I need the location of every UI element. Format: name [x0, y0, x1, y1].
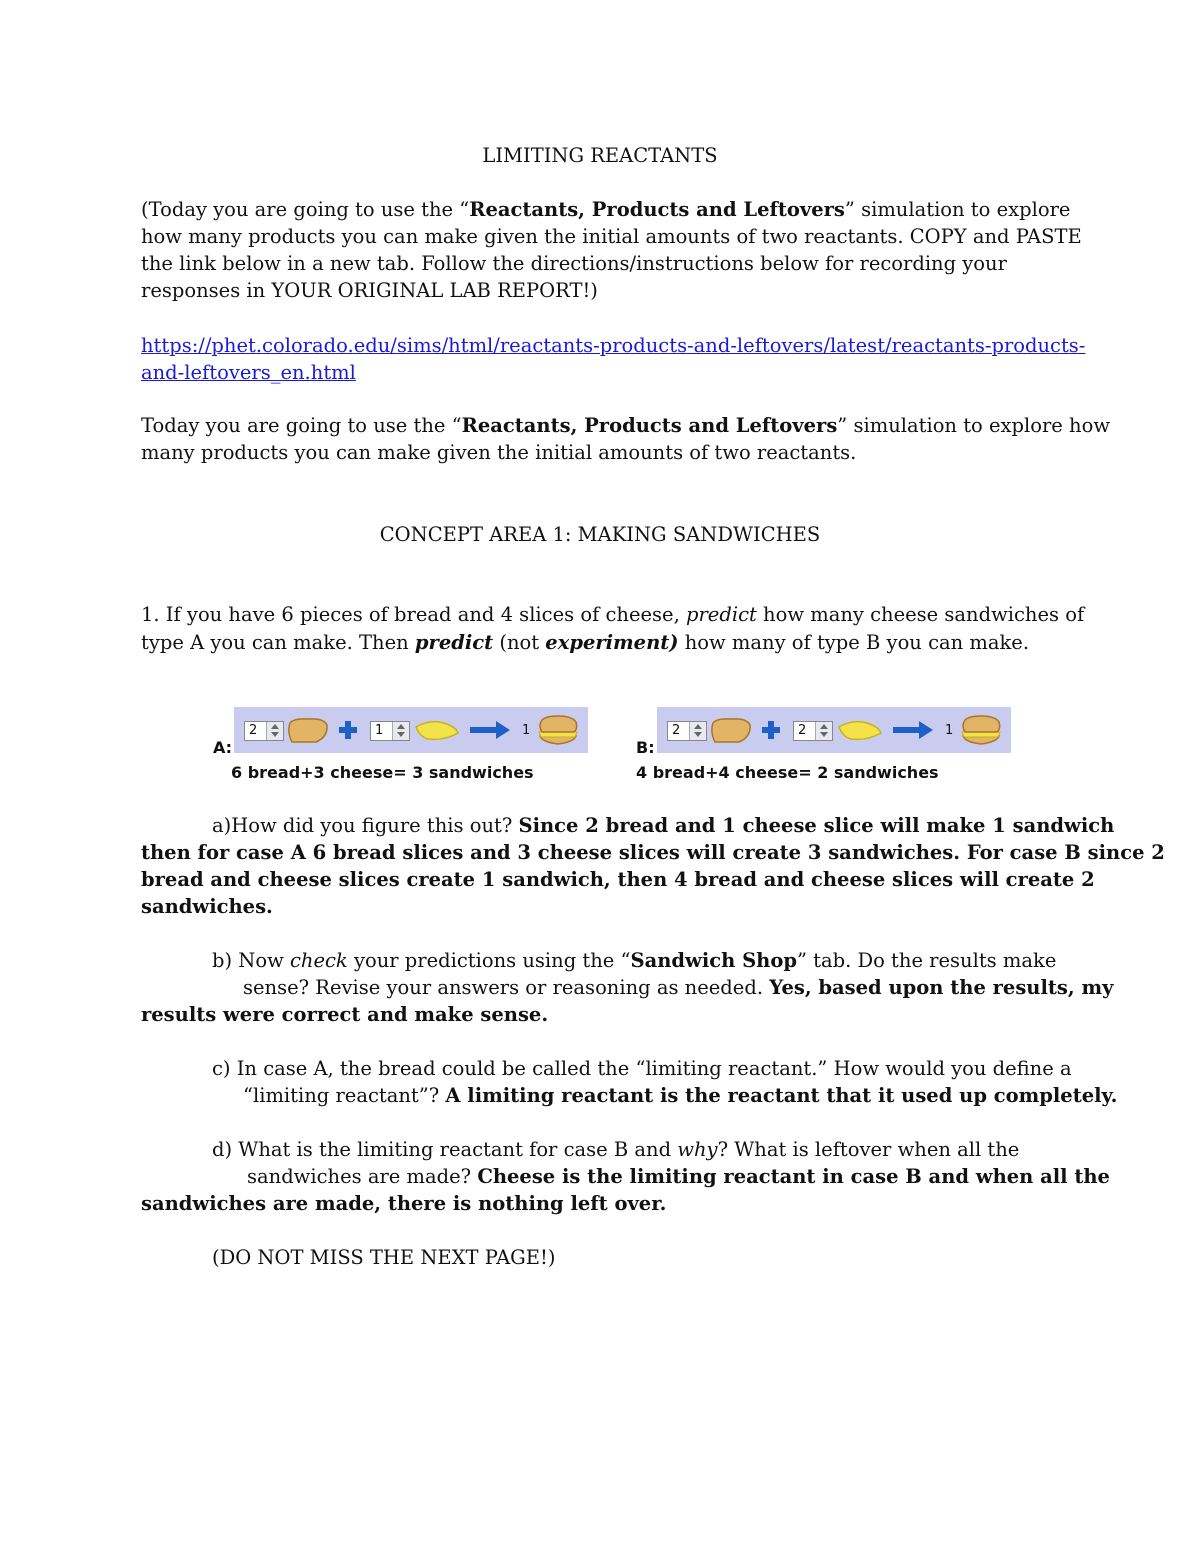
intro-text: ” simulation to explore: [844, 198, 1071, 221]
bread-icon: [709, 717, 753, 745]
arrow-right-icon: [470, 721, 510, 739]
sandwich-icon: [959, 714, 1003, 748]
product-count: 1: [522, 723, 531, 738]
q1-text: (not: [493, 631, 546, 654]
qa-answer: bread and cheese slices create 1 sandwich, then 4 bread and cheese slices will create 2: [141, 868, 1095, 891]
qd-emphasis: why: [677, 1138, 718, 1161]
intro-line: how many products you can make given the initial amounts of two reactants. COPY and PASTE: [141, 225, 1082, 248]
intro2-text: ” simulation to explore how: [837, 414, 1111, 437]
qd-answer: Cheese is the limiting reactant in case B and when all the: [477, 1165, 1110, 1188]
page-title: LIMITING REACTANTS: [482, 144, 718, 167]
qa-prompt: a)How did you figure this out?: [212, 814, 519, 837]
equation-panel-b: [657, 707, 1011, 753]
intro2-text: Today you are going to use the “: [141, 414, 462, 437]
plus-icon: [761, 720, 781, 740]
intro-line: responses in YOUR ORIGINAL LAB REPORT!): [141, 279, 598, 302]
plus-icon: [338, 720, 358, 740]
q1-text: how many of type B you can make.: [678, 631, 1030, 654]
spinner-arrows-icon[interactable]: [266, 722, 283, 740]
sandwich-icon: [536, 714, 580, 748]
bread-count: 2: [672, 723, 681, 738]
qb-prompt: your predictions using the “: [347, 949, 631, 972]
qb-emphasis: check: [289, 949, 348, 972]
bread-count: 2: [249, 723, 258, 738]
qb-answer: Yes, based upon the results, my: [769, 976, 1114, 999]
qd-prompt: ? What is leftover when all the: [717, 1138, 1020, 1161]
intro-line: the link below in a new tab. Follow the directions/instructions below for recording your: [141, 252, 1007, 275]
q1-text: how many cheese sandwiches of: [756, 603, 1085, 626]
bread-spinner[interactable]: [667, 721, 707, 741]
simulation-name: Reactants, Products and Leftovers: [469, 198, 845, 221]
q1-text: type A you can make. Then: [141, 631, 415, 654]
arrow-right-icon: [893, 721, 933, 739]
spinner-arrows-icon[interactable]: [689, 722, 706, 740]
cheese-icon: [837, 719, 883, 743]
cheese-count: 1: [375, 723, 384, 738]
figure-b-caption: 4 bread+4 cheese= 2 sandwiches: [636, 763, 939, 782]
link-line[interactable]: and-leftovers_en.html: [141, 361, 356, 384]
cheese-count: 2: [798, 723, 807, 738]
spinner-arrows-icon[interactable]: [815, 722, 832, 740]
qb-answer: results were correct and make sense.: [141, 1003, 549, 1026]
tab-name: Sandwich Shop: [630, 949, 797, 972]
link-line[interactable]: https://phet.colorado.edu/sims/html/reactants-products-and-leftovers/latest/reactants-products-: [141, 334, 1086, 357]
qb-prompt: ” tab. Do the results make: [796, 949, 1057, 972]
figure-a-caption: 6 bread+3 cheese= 3 sandwiches: [231, 763, 534, 782]
qc-answer: A limiting reactant is the reactant that it used up completely.: [445, 1084, 1118, 1107]
q1-emphasis: experiment): [545, 631, 679, 654]
q1-emphasis: predict: [686, 603, 757, 626]
concept-heading: CONCEPT AREA 1: MAKING SANDWICHES: [379, 523, 821, 546]
qc-prompt: “limiting reactant”?: [243, 1084, 446, 1107]
qa-answer: then for case A 6 bread slices and 3 cheese slices will create 3 sandwiches. For case B since 2: [141, 841, 1165, 864]
bread-spinner[interactable]: [244, 721, 284, 741]
product-count: 1: [945, 723, 954, 738]
footer-note: (DO NOT MISS THE NEXT PAGE!): [212, 1246, 556, 1269]
cheese-spinner[interactable]: [793, 721, 833, 741]
q1-emphasis: predict: [414, 631, 494, 654]
figure-b-label: B:: [636, 738, 655, 757]
qb-prompt: sense? Revise your answers or reasoning as needed.: [243, 976, 770, 999]
intro-text: (Today you are going to use the “: [141, 198, 470, 221]
qd-prompt: d) What is the limiting reactant for case B and: [212, 1138, 678, 1161]
qd-answer: sandwiches are made, there is nothing left over.: [141, 1192, 667, 1215]
spinner-arrows-icon[interactable]: [392, 722, 409, 740]
qa-answer: Since 2 bread and 1 cheese slice will make 1 sandwich: [518, 814, 1115, 837]
equation-panel-a: [234, 707, 588, 753]
qa-answer: sandwiches.: [141, 895, 273, 918]
bread-icon: [286, 717, 330, 745]
intro2-line: many products you can make given the initial amounts of two reactants.: [141, 441, 857, 464]
cheese-spinner[interactable]: [370, 721, 410, 741]
q1-text: 1. If you have 6 pieces of bread and 4 slices of cheese,: [141, 603, 686, 626]
qc-prompt: c) In case A, the bread could be called the “limiting reactant.” How would you define a: [212, 1057, 1072, 1080]
simulation-name: Reactants, Products and Leftovers: [461, 414, 838, 437]
cheese-icon: [414, 719, 460, 743]
qd-prompt: sandwiches are made?: [247, 1165, 478, 1188]
qb-prompt: b) Now: [212, 949, 290, 972]
figure-a-label: A:: [213, 738, 233, 757]
